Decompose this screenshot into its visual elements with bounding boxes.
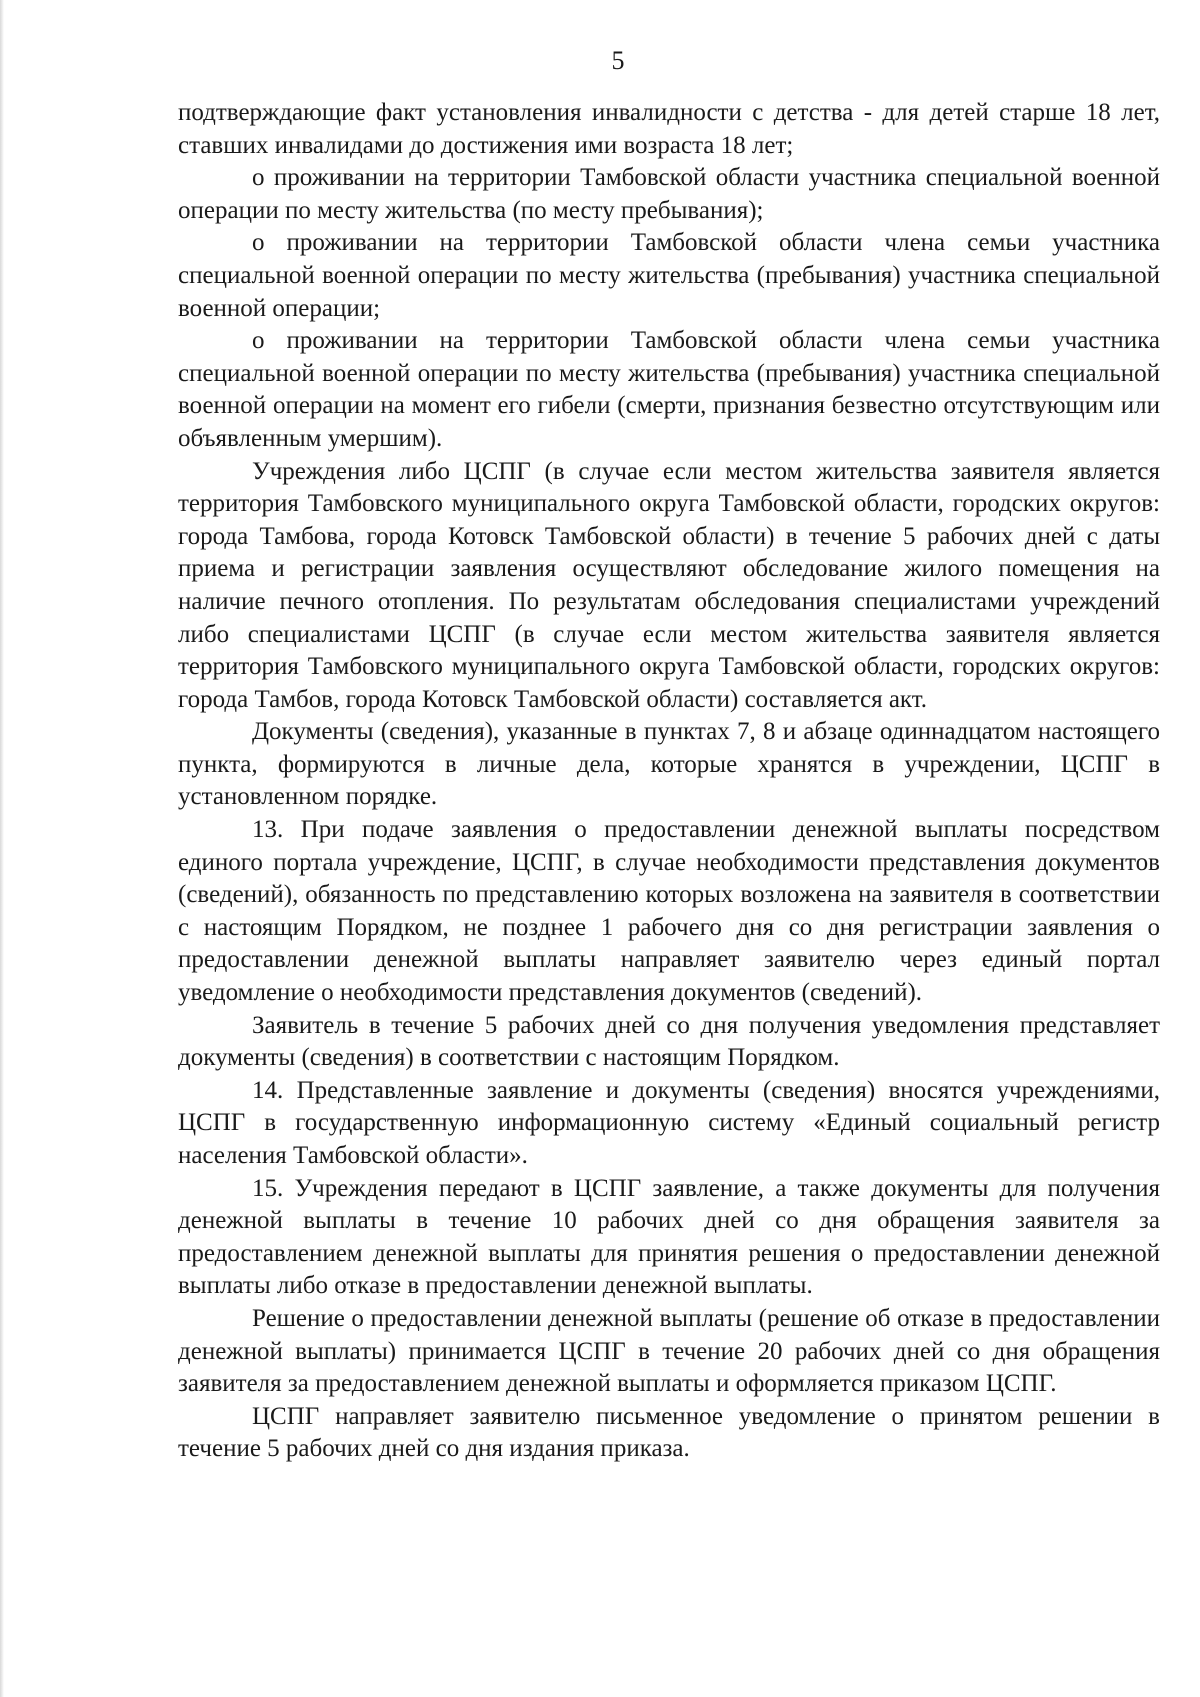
document-body: [178, 97, 1160, 1466]
paragraph: о проживании на территории Тамбовской области члена семьи участника специальной военной операции по месту жительства (пребывания) участника специальной военной операции;: [178, 229, 1160, 322]
paragraph-continuation: подтверждающие факт установления инвалидности с детства - для детей старше 18 лет, ставших инвалидами до достижения ими возраста 18 лет;: [178, 99, 1160, 159]
paragraph-item-13: 13. При подаче заявления о предоставлении денежной выплаты посредством единого портала учреждение, ЦСПГ, в случае необходимости представления документов (сведений), обязанность по представлению которых возложена на заявителя в соответствии с настоящим Порядком, не позднее 1 рабочего дня со дня регистрации заявления о предоставлении денежной выплаты направляет заявителю через единый портал уведомление о необходимости представления документов (сведений).: [178, 816, 1160, 1007]
paragraph: Заявитель в течение 5 рабочих дней со дня получения уведомления представляет документы (сведения) в соответствии с настоящим Порядком.: [178, 1011, 1160, 1072]
paragraph: о проживании на территории Тамбовской области участника специальной военной операции по месту жительства (по месту пребывания);: [178, 164, 1160, 224]
page-number: 5: [611, 46, 625, 75]
paragraph: Решение о предоставлении денежной выплаты (решение об отказе в предоставлении денежной выплаты) принимается ЦСПГ в течение 20 рабочих дней со дня обращения заявителя за предоставлением денежной выплаты и оформляется приказом ЦСПГ.: [178, 1304, 1160, 1398]
scan-edge: [0, 0, 4, 1697]
paragraph: ЦСПГ направляет заявителю письменное уведомление о принятом решении в течение 5 рабочих дней со дня издания приказа.: [178, 1402, 1160, 1463]
paragraph: Документы (сведения), указанные в пунктах 7, 8 и абзаце одиннадцатом настоящего пункта, формируются в личные дела, которые хранятся в учреждении, ЦСПГ в установленном порядке.: [178, 718, 1160, 811]
paragraph: о проживании на территории Тамбовской области члена семьи участника специальной военной операции по месту жительства (пребывания) участника специальной военной операции на момент его гибели (смерти, признания безвестно отсутствующим или объявленным умершим).: [178, 327, 1160, 452]
paragraph-item-14: 14. Представленные заявление и документы (сведения) вносятся учреждениями, ЦСПГ в государственную информационную систему «Единый социальный регистр населения Тамбовской области».: [178, 1076, 1160, 1169]
paragraph-item-15: 15. Учреждения передают в ЦСПГ заявление, а также документы для получения денежной выплаты в течение 10 рабочих дней со дня обращения заявителя за предоставлением денежной выплаты для принятия решения о предоставлении денежной выплаты либо отказе в предоставлении денежной выплаты.: [178, 1174, 1160, 1300]
paragraph: Учреждения либо ЦСПГ (в случае если местом жительства заявителя является территория Тамбовского муниципального округа Тамбовской области, городских округов: города Тамбова, города Котовск Тамбовской области) в течение 5 рабочих дней с даты приема и регистрации заявления осуществляют обследование жилого помещения на наличие печного отопления. По результатам обследования специалистами учреждений либо специалистами ЦСПГ (в случае если местом жительства заявителя является территория Тамбовского муниципального округа Тамбовской области, городских округов: города Тамбов, города Котовск Тамбовской области) составляется акт.: [178, 457, 1160, 713]
